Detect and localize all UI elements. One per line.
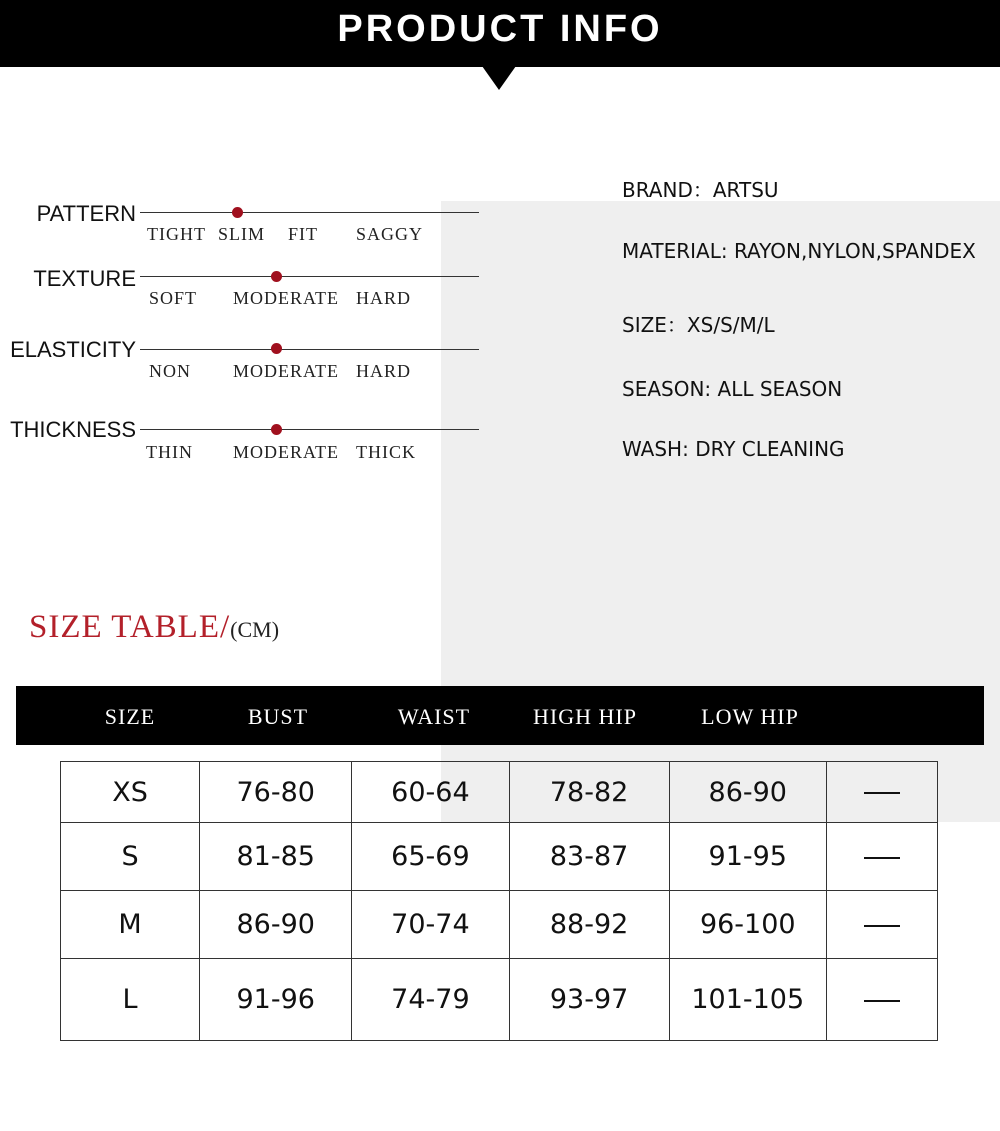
size-table-unit: (CM) [230, 617, 280, 642]
table-cell-empty [826, 762, 937, 823]
attribute-option: TIGHT [147, 224, 206, 244]
attribute-pattern [0, 201, 480, 261]
column-header-high-hip: HIGH HIP [533, 704, 637, 729]
attribute-selected-marker [271, 271, 282, 282]
table-cell: 91-95 [669, 823, 826, 891]
attribute-option: MODERATE [233, 361, 339, 381]
table-cell: 83-87 [509, 823, 669, 891]
attribute-scale-line [140, 349, 479, 350]
attribute-option: MODERATE [233, 288, 339, 308]
column-header-size: SIZE [104, 704, 156, 729]
attribute-scale-line [140, 276, 479, 277]
table-cell: 78-82 [509, 762, 669, 823]
attribute-option: THICK [356, 442, 416, 462]
attribute-label: TEXTURE [33, 266, 136, 291]
table-cell: 86-90 [669, 762, 826, 823]
header-banner [0, 0, 1000, 67]
table-cell: 74-79 [352, 959, 509, 1041]
table-row [61, 762, 938, 823]
attribute-thickness [0, 417, 480, 477]
dash-icon [864, 1000, 900, 1002]
column-header-bust: BUST [247, 704, 309, 729]
size-table-title [29, 609, 279, 646]
table-cell-size: S [61, 823, 200, 891]
table-cell: 101-105 [669, 959, 826, 1041]
table-cell-empty [826, 891, 937, 959]
column-header-waist: WAIST [397, 704, 471, 729]
dash-icon [864, 857, 900, 859]
size-table [60, 761, 938, 1041]
table-cell: 81-85 [200, 823, 352, 891]
column-header-low-hip: LOW HIP [701, 704, 799, 729]
attribute-option: HARD [356, 361, 412, 381]
size-table-header [16, 686, 984, 745]
attribute-label: THICKNESS [10, 417, 136, 442]
attribute-option: SLIM [218, 224, 266, 244]
attribute-selected-marker [271, 343, 282, 354]
attribute-option: MODERATE [233, 442, 339, 462]
spec-wash: WASH: DRY CLEANING [622, 437, 845, 461]
dash-icon [864, 925, 900, 927]
table-cell-empty [826, 959, 937, 1041]
attribute-texture [0, 266, 480, 326]
table-cell-empty [826, 823, 937, 891]
attribute-selected-marker [232, 207, 243, 218]
table-cell: 70-74 [352, 891, 509, 959]
table-cell: 93-97 [509, 959, 669, 1041]
attribute-option: SAGGY [356, 224, 424, 244]
table-cell: 96-100 [669, 891, 826, 959]
table-row [61, 823, 938, 891]
spec-season: SEASON: ALL SEASON [622, 377, 843, 401]
table-cell: 76-80 [200, 762, 352, 823]
attribute-elasticity [0, 337, 480, 397]
page-title: PRODUCT INFO [337, 8, 663, 50]
banner-pointer [482, 66, 516, 90]
table-cell: 88-92 [509, 891, 669, 959]
spec-material: MATERIAL: RAYON,NYLON,SPANDEX [622, 239, 976, 263]
table-cell: 86-90 [200, 891, 352, 959]
attribute-scale-line [140, 212, 479, 213]
attribute-scale-line [140, 429, 479, 430]
table-cell-size: L [61, 959, 200, 1041]
table-cell-size: M [61, 891, 200, 959]
attribute-option: HARD [356, 288, 412, 308]
table-cell: 65-69 [352, 823, 509, 891]
table-cell-size: XS [61, 762, 200, 823]
attribute-option: THIN [146, 442, 193, 462]
table-row [61, 959, 938, 1041]
dash-icon [864, 792, 900, 794]
attribute-option: FIT [288, 224, 318, 244]
attribute-label: ELASTICITY [10, 337, 136, 362]
table-row [61, 891, 938, 959]
size-table-title-text: SIZE TABLE/ [29, 609, 231, 645]
attribute-option: NON [149, 361, 191, 381]
attribute-label: PATTERN [36, 201, 136, 226]
table-cell: 60-64 [352, 762, 509, 823]
attribute-option: SOFT [149, 288, 198, 308]
table-cell: 91-96 [200, 959, 352, 1041]
spec-brand: BRAND：ARTSU [622, 178, 779, 202]
spec-size: SIZE：XS/S/M/L [622, 313, 775, 337]
attribute-selected-marker [271, 424, 282, 435]
